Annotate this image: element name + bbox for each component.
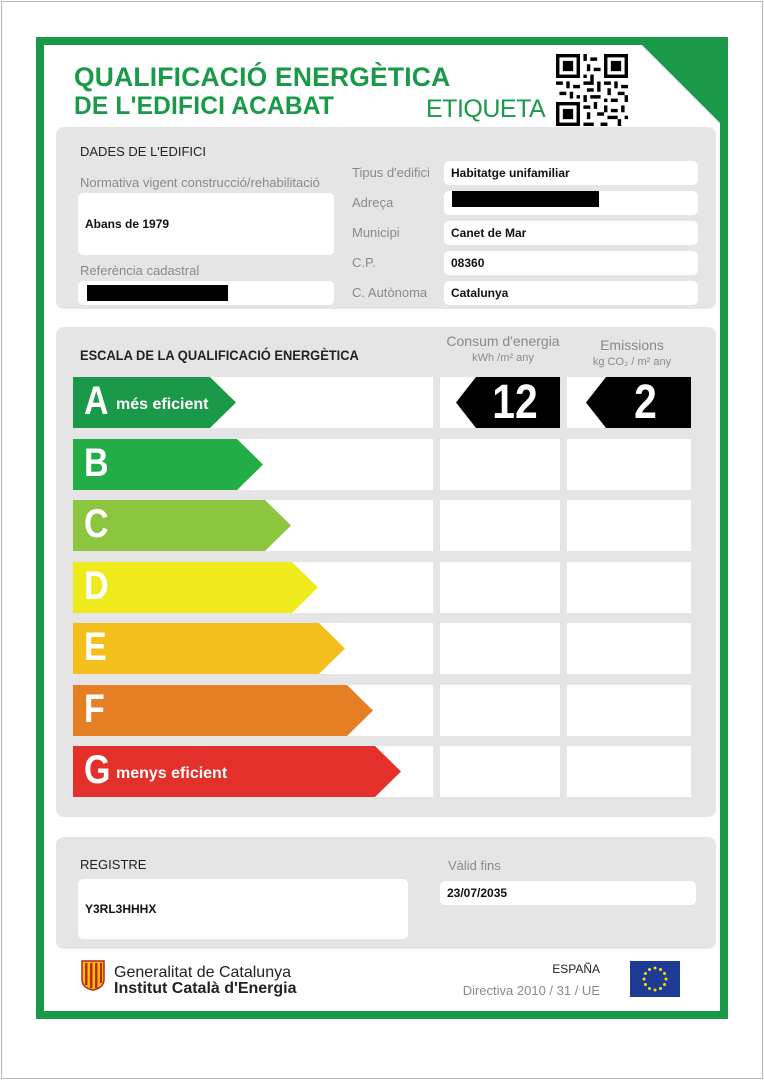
eu-star: [643, 978, 646, 981]
grade-letter: E: [84, 625, 107, 669]
grade-caption: més eficient: [116, 396, 209, 413]
grade-row-g: [73, 746, 701, 797]
etiqueta-label: ETIQUETA: [426, 95, 546, 123]
directiva-label: Directiva 2010 / 31 / UE: [462, 983, 600, 998]
grade-row-a: [73, 377, 701, 428]
grade-row-b: [73, 439, 701, 490]
emissions-cell: [567, 500, 691, 551]
emissions-cell: [567, 439, 691, 490]
adreca-redaction: [452, 191, 599, 207]
eu-star: [648, 968, 651, 971]
generalitat-line2: Institut Català d'Energia: [114, 980, 297, 997]
referencia-label: Referència cadastral: [80, 263, 200, 278]
registre-field: Y3RL3HHHX: [78, 879, 408, 939]
consum-unit: kWh /m² any: [472, 352, 534, 364]
grade-arrow-d: [73, 562, 318, 613]
generalitat-crest-icon: [80, 959, 106, 991]
emissions-cell: [567, 685, 691, 736]
normativa-field: Abans de 1979: [78, 193, 334, 255]
municipi-label: Municipi: [352, 225, 400, 240]
grade-arrow-e: [73, 623, 345, 674]
eu-flag-icon: [630, 961, 680, 997]
eu-star: [663, 972, 666, 975]
consum-cell: [440, 562, 560, 613]
eu-star: [644, 972, 647, 975]
municipi-field: Canet de Mar: [444, 221, 698, 245]
grade-row-e: [73, 623, 701, 674]
consum-cell: [440, 685, 560, 736]
emissions-title: Emissions: [600, 337, 664, 353]
grade-letter: D: [84, 563, 109, 608]
scale-section-title: ESCALA DE LA QUALIFICACIÓ ENERGÈTICA: [80, 347, 359, 363]
eu-star: [654, 967, 657, 970]
grade-letter: G: [84, 748, 111, 792]
corner-triangle: [634, 37, 728, 131]
eu-star: [665, 978, 668, 981]
grade-letter: F: [84, 686, 105, 731]
grade-letter: B: [84, 440, 109, 485]
cp-field: 08360: [444, 251, 698, 275]
eu-star: [659, 968, 662, 971]
valid-field: 23/07/2035: [440, 881, 696, 905]
eu-star: [644, 983, 647, 986]
emissions-cell: [567, 562, 691, 613]
building-data-panel: [56, 127, 716, 309]
grade-row-d: [73, 562, 701, 613]
consum-header: [440, 333, 566, 367]
consum-title: Consum d'energia: [446, 333, 560, 349]
building-section-title: DADES DE L'EDIFICI: [80, 144, 207, 159]
ca-field: Catalunya: [444, 281, 698, 305]
grade-arrow-f: [73, 685, 373, 736]
tipus-field: Habitatge unifamiliar: [444, 161, 698, 185]
consum-cell: [440, 500, 560, 551]
qr-code-icon: [556, 54, 628, 126]
tipus-label: Tipus d'edifici: [352, 165, 430, 180]
grade-letter: A: [84, 379, 109, 423]
ca-label: C. Autònoma: [352, 285, 428, 300]
adreca-label: Adreça: [352, 195, 394, 210]
grade-caption: menys eficient: [116, 765, 228, 782]
consum-cell: [440, 439, 560, 490]
title-line1: QUALIFICACIÓ ENERGÈTICA: [74, 62, 451, 92]
emissions-cell: [567, 623, 691, 674]
emissions-cell: [567, 746, 691, 797]
normativa-label: Normativa vigent construcció/rehabilitació: [80, 175, 320, 190]
eu-star: [648, 987, 651, 990]
eu-star: [663, 983, 666, 986]
valid-label: Vàlid fins: [448, 858, 501, 873]
grade-letter: C: [84, 502, 109, 546]
grade-row-c: [73, 500, 701, 551]
consum-cell: [440, 746, 560, 797]
referencia-redaction: [87, 285, 228, 301]
energy-label: [36, 37, 728, 1019]
emissions-unit: kg CO₂ / m² any: [592, 356, 672, 368]
generalitat-text: [114, 965, 297, 997]
generalitat-line1: Generalitat de Catalunya: [114, 964, 291, 981]
espana-label: ESPAÑA: [552, 962, 600, 976]
emissions-header: [570, 337, 694, 371]
eu-star: [654, 989, 657, 992]
title-line2: DE L'EDIFICI ACABAT: [74, 92, 334, 120]
eu-star: [659, 987, 662, 990]
cp-label: C.P.: [352, 255, 376, 270]
consum-cell: [440, 623, 560, 674]
emissions-value: 2: [634, 376, 657, 429]
registre-title: REGISTRE: [80, 857, 147, 872]
consum-value: 12: [492, 376, 538, 429]
grade-row-f: [73, 685, 701, 736]
scale-panel: [56, 327, 716, 817]
registre-panel: [56, 837, 716, 949]
